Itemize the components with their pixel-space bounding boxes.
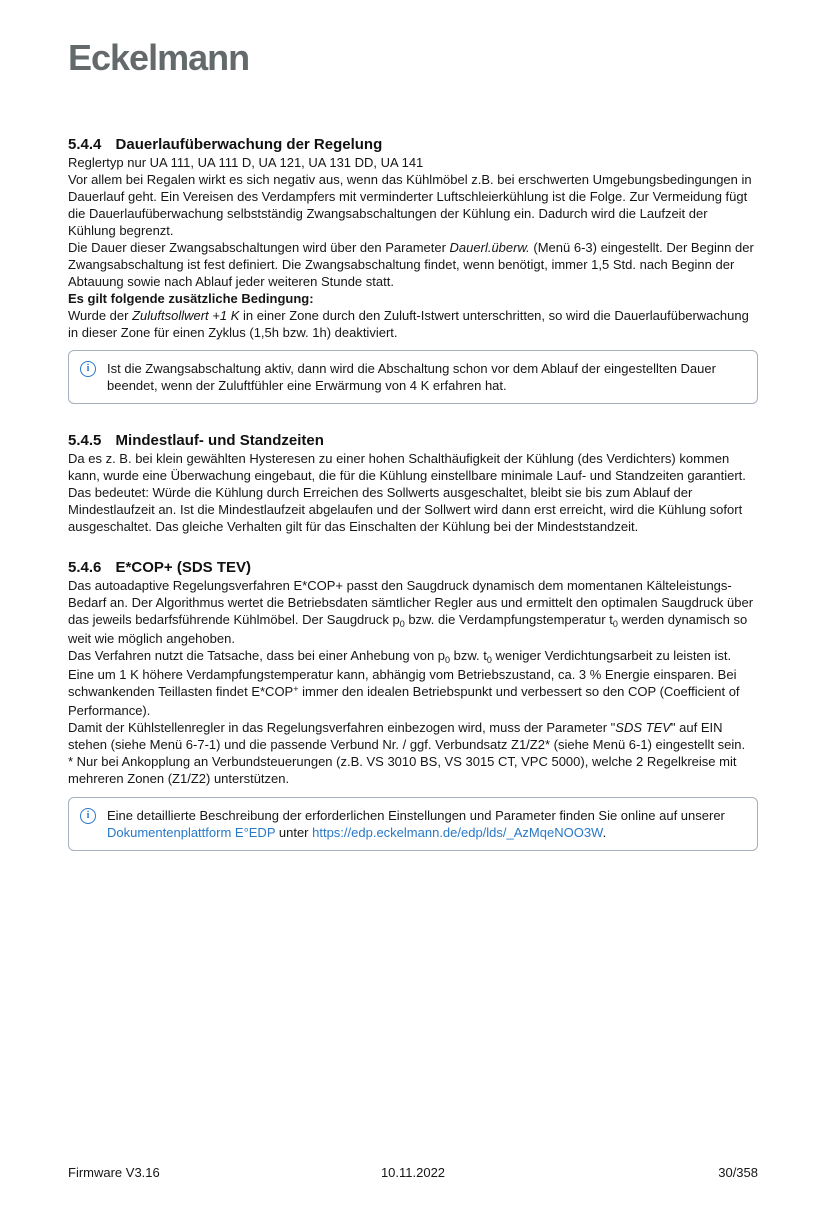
paragraph-dauerlauf-body: Vor allem bei Regalen wirkt es sich negativ aus, wenn das Kühlmöbel z.B. bei erschwerten Umgebungsbedingungen in Dauerlauf geht. Ein Vereisen des Verdampfers mit verminderter Luftschleierkühlung ist die Folge. Zur Vermeidung fügt die Dauerlaufüberwachung selbstständig Zwangsabschaltungen der Kühlung ein. Dadurch wird die Laufzeit der Kühlung begrenzt. Die Dauer dieser Zwangsabschaltungen wird über den Parameter Dauerl.überw. (Menü 6-3) eingestellt. Der Beginn der Zwangsabschaltung ist fest definiert. Die Zwangsabschaltung findet, wenn benötigt, immer 1,5 Std. nach Beginn der Abtauung sowie nach Ablauf jeder weiteren Stunde statt. bbox=[68, 172, 754, 289]
info-box-text: Ist die Zwangsabschaltung aktiv, dann wird die Abschaltung schon vor dem Ablauf der eingestellten Dauer beendet, wenn der Zuluftfühler eine Erwärmung von 4 K erfahren hat. bbox=[107, 361, 716, 393]
info-icon: i bbox=[80, 808, 96, 824]
paragraph-footnote: * Nur bei Ankopplung an Verbundsteuerungen (z.B. VS 3010 BS, VS 3015 CT, VPC 5000), welche 2 Regelkreise mit mehreren Zonen (Z1/Z2) unterstützen. bbox=[68, 754, 737, 786]
section-5-4-6 bbox=[68, 558, 758, 851]
section-5-4-4 bbox=[68, 135, 758, 404]
info-box-zwangsabschaltung bbox=[68, 350, 758, 404]
paragraph-reglertyp: Reglertyp nur UA 111, UA 111 D, UA 121, UA 131 DD, UA 141 bbox=[68, 155, 424, 170]
manual-page bbox=[0, 37, 827, 1209]
doc-platform-link[interactable]: Dokumentenplattform E°EDP bbox=[107, 825, 276, 840]
edp-url-link[interactable]: https://edp.eckelmann.de/edp/lds/_AzMqeNOO3W bbox=[312, 825, 603, 840]
section-title: Mindestlauf- und Standzeiten bbox=[115, 432, 324, 449]
info-box-edp bbox=[68, 797, 758, 851]
section-heading-5-4-5 bbox=[68, 431, 758, 450]
page-footer bbox=[68, 1165, 758, 1180]
footer-date: 10.11.2022 bbox=[380, 1165, 446, 1180]
info-box-text: Eine detaillierte Beschreibung der erforderlichen Einstellungen und Parameter finden Sie online auf unserer Dokumentenplattform E°EDP unter https://edp.eckelmann.de/edp/lds/_AzMqeNOO3W. bbox=[107, 808, 725, 840]
paragraph-mindestlauf-body: Da es z. B. bei klein gewählten Hysteresen zu einer hohen Schalthäufigkeit der Kühlung (des Verdichters) kommen kann, wurde eine Überwachung eingebaut, die für die Kühlung einstellbare minimale Lauf- und Standzeiten garantiert. Das bedeutet: Würde die Kühlung durch Erreichen des Sollwerts ausgeschaltet, bleibt sie bis zum Ablauf der Mindestlaufzeit an. Ist die Mindestlaufzeit abgelaufen und der Sollwert wird dann erst erreicht, wird die Kühlung sofort ausgeschaltet. Das gleiche Verhalten gilt für das Einschalten der Kühlung bei der Mindeststandzeit. bbox=[68, 451, 746, 534]
paragraph-ecop-body: Das autoadaptive Regelungsverfahren E*COP+ passt den Saugdruck dynamisch dem momentanen Kälteleistungs-Bedarf an. Der Algorithmus wertet die Betriebsdaten sämtlicher Regler aus und ermittelt den optimalen Saugdruck über das jeweils bedarfsführende Kühlmöbel. Der Saugdruck $p_0$ bzw. die Verdampfungstemperatur $t_0$ werden dynamisch so weit wie möglich angehoben. Das Verfahren nutzt die Tatsache, dass bei einer Anhebung von $p_0$ bzw. $t_0$ weniger Verdichtungsarbeit zu leisten ist. Eine um 1 K höhere Verdampfungstemperatur kann, abhängig vom Betriebszustand, ca. 3 % Energie einsparen. Bei schwankenden Teillasten findet E*COP+ immer den idealen Betriebspunkt und verbessert so den COP (Coefficient of Performance). Damit der Kühlstellenregler in das Regelungsverfahren einbezogen wird, muss der Parameter "SDS TEV" auf EIN stehen (siehe Menü 6-7-1) und die passende Verbund Nr. / ggf. Verbundsatz Z1/Z2* (siehe Menü 6-1) eingestellt sein. bbox=[68, 578, 754, 752]
section-title: E*COP+ (SDS TEV) bbox=[115, 559, 251, 576]
section-5-4-5 bbox=[68, 431, 758, 535]
section-number: 5.4.4 bbox=[68, 136, 102, 153]
page-content bbox=[0, 37, 827, 851]
footer-page-number: 30/358 bbox=[718, 1165, 758, 1180]
section-number: 5.4.6 bbox=[68, 559, 102, 576]
info-icon: i bbox=[80, 361, 96, 377]
section-heading-5-4-4 bbox=[68, 135, 758, 154]
paragraph-zusatz-bedingung: Es gilt folgende zusätzliche Bedingung: Wurde der Zuluftsollwert +1 K in einer Zone durch den Zuluft-Istwert unterschritten, so wird die Dauerlaufüberwachung in dieser Zone für einen Zyklus (1,5h bzw. 1h) deaktiviert. bbox=[68, 291, 749, 340]
footer-firmware-version: Firmware V3.16 bbox=[68, 1165, 160, 1180]
section-number: 5.4.5 bbox=[68, 432, 102, 449]
eckelmann-logo: Eckelmann bbox=[68, 37, 250, 78]
section-heading-5-4-6 bbox=[68, 558, 758, 577]
section-title: Dauerlaufüberwachung der Regelung bbox=[115, 136, 383, 153]
